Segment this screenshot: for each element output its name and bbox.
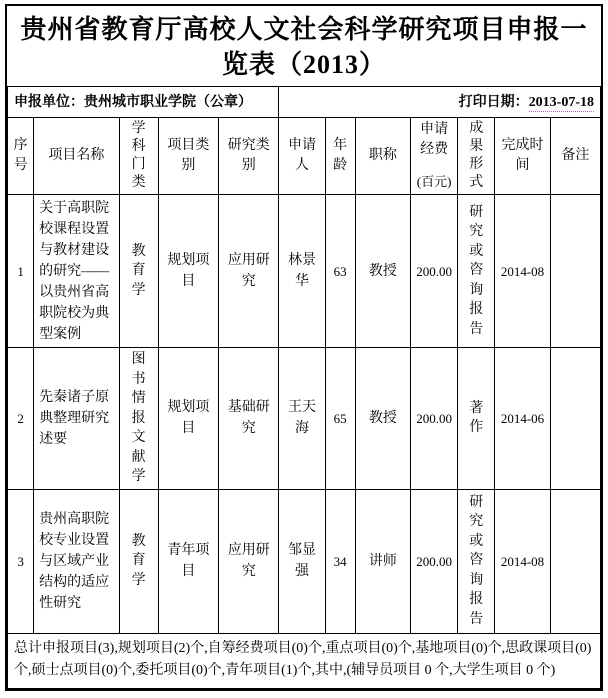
cell-finish-time: 2014-08 [495,489,550,633]
document-page [0,4,608,698]
col-header-title: 职称 [355,118,410,195]
print-date-cell [279,87,601,118]
cell-remark [550,195,600,348]
page-title [7,6,601,86]
application-table [7,86,601,689]
col-header-seq: 序号 [8,118,34,195]
cell-seq: 2 [8,348,34,490]
page-title-line-2: 览表（2013） [221,50,386,79]
cell-title: 教授 [355,195,410,348]
col-header-remark: 备注 [550,118,600,195]
cell-title: 讲师 [355,489,410,633]
summary-text: 总计申报项目(3),规划项目(2)个,自筹经费项目(0)个,重点项目(0)个,基地项目(0)个,思政课项目(0)个,硕士点项目(0)个,委托项目(0)个,青年项目(1)个,其中,(辅导员项目 0 个,大学生项目 0 个) [8,633,601,688]
form-frame [5,4,603,691]
page-title-line-1: 贵州省教育厅高校人文社会科学研究项目申报一 [20,15,588,44]
col-header-project-type: 项目类别 [158,118,218,195]
cell-finish-time: 2014-08 [495,195,550,348]
cell-fund: 200.00 [411,489,458,633]
cell-discipline: 教育学 [119,195,158,348]
cell-applicant: 林景华 [279,195,325,348]
summary-row [8,633,601,688]
cell-project-type: 青年项目 [158,489,218,633]
table-row [8,489,601,633]
unit-date-row [8,87,601,118]
col-header-project-name: 项目名称 [34,118,119,195]
cell-finish-time: 2014-06 [495,348,550,490]
cell-fund: 200.00 [411,195,458,348]
cell-project-type: 规划项目 [158,195,218,348]
cell-project-type: 规划项目 [158,348,218,490]
cell-result-form: 研究或咨询报告 [458,195,495,348]
col-header-age: 年龄 [325,118,355,195]
cell-research-type: 应用研究 [219,195,279,348]
cell-research-type: 应用研究 [219,489,279,633]
cell-result-form: 研究或咨询报告 [458,489,495,633]
col-header-result-form: 成果形式 [458,118,495,195]
col-header-fund: 申请经费 (百元) [411,118,458,195]
print-date-label: 打印日期： [458,94,529,110]
cell-project-name: 贵州高职院校专业设置与区域产业结构的适应性研究 [34,489,119,633]
table-row [8,348,601,490]
cell-discipline: 教育学 [119,489,158,633]
cell-applicant: 王天海 [279,348,325,490]
cell-project-name: 关于高职院校课程设置与教材建设的研究——以贵州省高职院校为典型案例 [34,195,119,348]
cell-applicant: 邹显强 [279,489,325,633]
col-header-research-type: 研究类别 [219,118,279,195]
unit-seal-cell [8,87,279,118]
header-row [8,118,601,195]
cell-seq: 3 [8,489,34,633]
cell-fund: 200.00 [411,348,458,490]
print-date-value: 2013-07-18 [528,94,594,110]
table-row [8,195,601,348]
col-header-finish-time: 完成时间 [495,118,550,195]
seal-label: （公章） [196,94,252,110]
unit-label: 申报单位：贵州城市职业学院 [14,94,196,110]
col-header-discipline: 学科门类 [119,118,158,195]
cell-result-form: 著作 [458,348,495,490]
cell-discipline: 图书情报文献学 [119,348,158,490]
cell-research-type: 基础研究 [219,348,279,490]
cell-age: 65 [325,348,355,490]
cell-title: 教授 [355,348,410,490]
cell-seq: 1 [8,195,34,348]
col-header-applicant: 申请人 [279,118,325,195]
cell-project-name: 先秦诸子原典整理研究述要 [34,348,119,490]
cell-age: 63 [325,195,355,348]
cell-remark [550,489,600,633]
cell-age: 34 [325,489,355,633]
cell-remark [550,348,600,490]
